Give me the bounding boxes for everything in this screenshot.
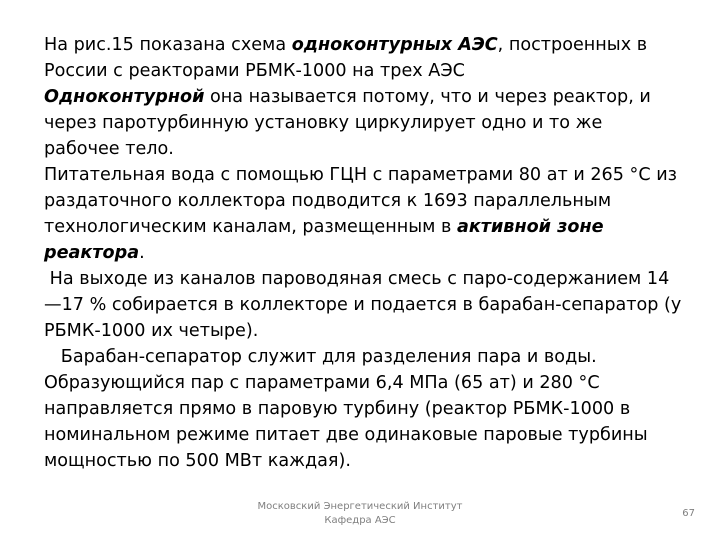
text-line: —17 % собирается в коллекторе и подается в барабан-сепаратор (у <box>44 295 682 315</box>
text-span: . <box>139 243 145 263</box>
body-text <box>44 32 694 474</box>
footer-institute: Московский Энергетический Институт <box>257 501 463 512</box>
page-number: 67 <box>682 508 695 519</box>
footer-department: Кафедра АЭС <box>324 515 396 526</box>
text-span: она называется потому, что и через реактор, и <box>204 87 651 107</box>
text-line: через паротурбинную установку циркулирует одно и то же <box>44 113 603 133</box>
text-span: , построенных в <box>497 35 648 55</box>
term-emphasis: Одноконтурной <box>44 87 205 107</box>
text-line: Питательная вода с помощью ГЦН с параметрами 80 ат и 265 °С из <box>44 165 677 185</box>
text-line: направляется прямо в паровую турбину (реактор РБМК-1000 в <box>44 399 631 419</box>
text-span: На рис.15 показана схема <box>44 35 292 55</box>
text-line <box>44 240 694 266</box>
text-line: мощностью по 500 МВт каждая). <box>44 451 351 471</box>
text-line: рабочее тело. <box>44 139 174 159</box>
text-line: Барабан-сепаратор служит для разделения пара и воды. <box>44 347 597 367</box>
text-line <box>44 84 694 110</box>
text-line: номинальном режиме питает две одинаковые паровые турбины <box>44 425 648 445</box>
text-line: На выходе из каналов пароводяная смесь с паро-содержанием 14 <box>44 269 670 289</box>
text-line <box>44 32 694 58</box>
footer <box>230 500 490 528</box>
text-line: раздаточного коллектора подводится к 1693 параллельным <box>44 191 612 211</box>
text-line <box>44 214 694 240</box>
text-line: Образующийся пар с параметрами 6,4 МПа (65 ат) и 280 °С <box>44 373 600 393</box>
term-emphasis: одноконтурных АЭС <box>291 35 498 55</box>
text-line: РБМК-1000 их четыре). <box>44 321 259 341</box>
text-span: технологическим каналам, размещенным в <box>44 217 457 237</box>
term-emphasis: активной зоне <box>456 217 604 237</box>
text-line: России с реакторами РБМК-1000 на трех АЭС <box>44 61 465 81</box>
term-emphasis: реактора <box>44 243 140 263</box>
